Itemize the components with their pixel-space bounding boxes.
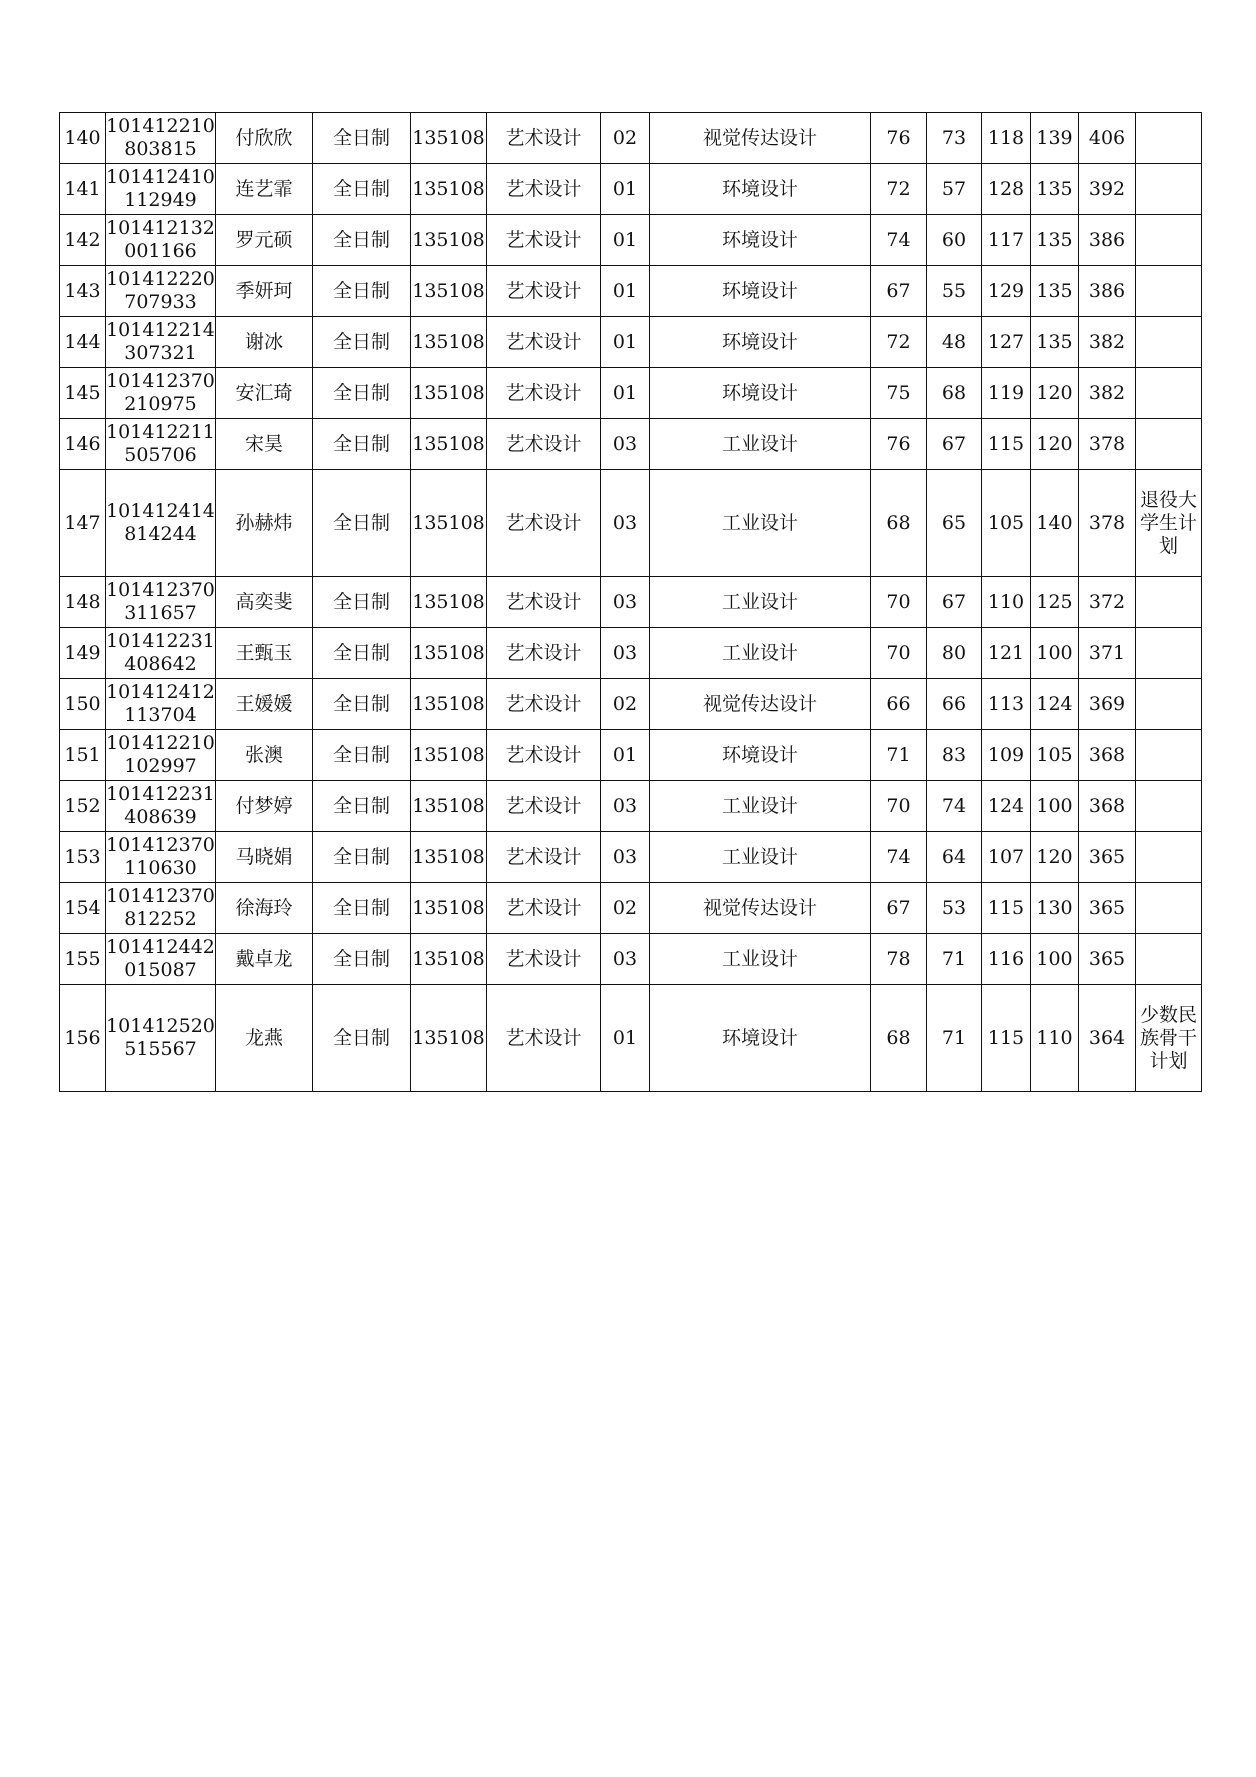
major-code-cell: 135108 [411,577,487,628]
major-name-cell: 艺术设计 [487,317,601,368]
score-4-cell: 139 [1031,113,1079,164]
remark-cell [1136,730,1202,781]
score-2-cell: 80 [927,628,982,679]
direction-code-cell: 03 [601,934,650,985]
candidate-name-cell: 王媛媛 [216,679,313,730]
study-mode-cell: 全日制 [313,985,411,1092]
score-3-cell: 127 [982,317,1031,368]
study-mode-cell: 全日制 [313,317,411,368]
candidate-name-cell: 龙燕 [216,985,313,1092]
total-score-cell: 386 [1079,215,1136,266]
direction-name-cell: 环境设计 [650,368,871,419]
score-2-cell: 57 [927,164,982,215]
candidate-name-cell: 高奕斐 [216,577,313,628]
total-score-cell: 382 [1079,368,1136,419]
score-4-cell: 100 [1031,628,1079,679]
table-row [60,628,1202,679]
score-4-cell: 120 [1031,368,1079,419]
direction-name-cell: 环境设计 [650,730,871,781]
candidate-id-cell: 101412414814244 [106,470,216,577]
score-1-cell: 75 [871,368,927,419]
major-code-cell: 135108 [411,266,487,317]
study-mode-cell: 全日制 [313,679,411,730]
table-row [60,577,1202,628]
candidate-name-cell: 张澳 [216,730,313,781]
remark-cell [1136,832,1202,883]
major-code-cell: 135108 [411,164,487,215]
major-code-cell: 135108 [411,883,487,934]
table-row [60,368,1202,419]
candidate-name-cell: 安汇琦 [216,368,313,419]
total-score-cell: 368 [1079,781,1136,832]
score-1-cell: 67 [871,883,927,934]
remark-cell [1136,215,1202,266]
direction-code-cell: 03 [601,577,650,628]
remark-cell [1136,266,1202,317]
study-mode-cell: 全日制 [313,934,411,985]
total-score-cell: 378 [1079,470,1136,577]
direction-code-cell: 01 [601,730,650,781]
total-score-cell: 372 [1079,577,1136,628]
score-4-cell: 125 [1031,577,1079,628]
major-name-cell: 艺术设计 [487,883,601,934]
row-number-cell: 150 [60,679,106,730]
remark-cell [1136,883,1202,934]
score-1-cell: 68 [871,470,927,577]
total-score-cell: 406 [1079,113,1136,164]
candidate-id-cell: 101412231408639 [106,781,216,832]
row-number-cell: 149 [60,628,106,679]
major-name-cell: 艺术设计 [487,934,601,985]
row-number-cell: 145 [60,368,106,419]
score-3-cell: 124 [982,781,1031,832]
score-1-cell: 76 [871,113,927,164]
table-row [60,832,1202,883]
candidate-name-cell: 徐海玲 [216,883,313,934]
major-name-cell: 艺术设计 [487,164,601,215]
row-number-cell: 147 [60,470,106,577]
direction-code-cell: 02 [601,679,650,730]
major-code-cell: 135108 [411,113,487,164]
row-number-cell: 143 [60,266,106,317]
score-1-cell: 68 [871,985,927,1092]
row-number-cell: 155 [60,934,106,985]
study-mode-cell: 全日制 [313,628,411,679]
candidate-name-cell: 付梦婷 [216,781,313,832]
direction-name-cell: 工业设计 [650,577,871,628]
table-row [60,679,1202,730]
score-3-cell: 121 [982,628,1031,679]
total-score-cell: 364 [1079,985,1136,1092]
direction-name-cell: 视觉传达设计 [650,883,871,934]
table-row [60,730,1202,781]
direction-code-cell: 01 [601,266,650,317]
score-4-cell: 100 [1031,934,1079,985]
row-number-cell: 156 [60,985,106,1092]
major-code-cell: 135108 [411,781,487,832]
candidate-name-cell: 连艺霏 [216,164,313,215]
major-code-cell: 135108 [411,215,487,266]
candidate-id-cell: 101412520515567 [106,985,216,1092]
table-row [60,883,1202,934]
table-body [60,113,1202,1092]
study-mode-cell: 全日制 [313,883,411,934]
candidate-id-cell: 101412370210975 [106,368,216,419]
study-mode-cell: 全日制 [313,832,411,883]
candidate-id-cell: 101412132001166 [106,215,216,266]
study-mode-cell: 全日制 [313,266,411,317]
score-2-cell: 71 [927,934,982,985]
remark-cell [1136,781,1202,832]
direction-name-cell: 环境设计 [650,215,871,266]
study-mode-cell: 全日制 [313,113,411,164]
remark-cell [1136,419,1202,470]
total-score-cell: 371 [1079,628,1136,679]
row-number-cell: 151 [60,730,106,781]
major-name-cell: 艺术设计 [487,985,601,1092]
major-code-cell: 135108 [411,419,487,470]
score-2-cell: 83 [927,730,982,781]
major-code-cell: 135108 [411,934,487,985]
score-2-cell: 68 [927,368,982,419]
candidate-id-cell: 101412220707933 [106,266,216,317]
score-3-cell: 109 [982,730,1031,781]
major-code-cell: 135108 [411,730,487,781]
major-name-cell: 艺术设计 [487,215,601,266]
study-mode-cell: 全日制 [313,470,411,577]
score-3-cell: 119 [982,368,1031,419]
direction-code-cell: 03 [601,470,650,577]
direction-code-cell: 02 [601,883,650,934]
candidate-name-cell: 孙赫炜 [216,470,313,577]
candidate-id-cell: 101412210102997 [106,730,216,781]
table-row [60,781,1202,832]
score-4-cell: 135 [1031,317,1079,368]
candidate-name-cell: 季妍珂 [216,266,313,317]
direction-code-cell: 01 [601,985,650,1092]
major-name-cell: 艺术设计 [487,730,601,781]
remark-cell: 少数民族骨干计划 [1136,985,1202,1092]
total-score-cell: 392 [1079,164,1136,215]
document-page [59,112,1202,1092]
score-2-cell: 60 [927,215,982,266]
score-1-cell: 72 [871,317,927,368]
score-1-cell: 72 [871,164,927,215]
score-1-cell: 67 [871,266,927,317]
candidate-name-cell: 戴卓龙 [216,934,313,985]
total-score-cell: 365 [1079,832,1136,883]
study-mode-cell: 全日制 [313,164,411,215]
row-number-cell: 154 [60,883,106,934]
score-3-cell: 116 [982,934,1031,985]
score-3-cell: 105 [982,470,1031,577]
total-score-cell: 382 [1079,317,1136,368]
score-1-cell: 70 [871,781,927,832]
remark-cell [1136,577,1202,628]
direction-code-cell: 03 [601,628,650,679]
row-number-cell: 146 [60,419,106,470]
direction-name-cell: 视觉传达设计 [650,679,871,730]
total-score-cell: 378 [1079,419,1136,470]
direction-name-cell: 工业设计 [650,628,871,679]
row-number-cell: 141 [60,164,106,215]
candidate-id-cell: 101412370110630 [106,832,216,883]
direction-name-cell: 环境设计 [650,317,871,368]
total-score-cell: 386 [1079,266,1136,317]
direction-code-cell: 03 [601,832,650,883]
remark-cell: 退役大学生计划 [1136,470,1202,577]
study-mode-cell: 全日制 [313,730,411,781]
table-row [60,934,1202,985]
score-2-cell: 67 [927,419,982,470]
row-number-cell: 148 [60,577,106,628]
score-4-cell: 135 [1031,215,1079,266]
direction-name-cell: 环境设计 [650,266,871,317]
table-row [60,985,1202,1092]
table-row [60,470,1202,577]
major-code-cell: 135108 [411,985,487,1092]
score-1-cell: 70 [871,628,927,679]
score-4-cell: 135 [1031,266,1079,317]
score-1-cell: 71 [871,730,927,781]
major-name-cell: 艺术设计 [487,781,601,832]
score-2-cell: 67 [927,577,982,628]
score-3-cell: 110 [982,577,1031,628]
major-name-cell: 艺术设计 [487,419,601,470]
direction-code-cell: 01 [601,164,650,215]
candidate-id-cell: 101412412113704 [106,679,216,730]
candidate-id-cell: 101412442015087 [106,934,216,985]
remark-cell [1136,934,1202,985]
score-4-cell: 110 [1031,985,1079,1092]
candidate-id-cell: 101412210803815 [106,113,216,164]
score-2-cell: 74 [927,781,982,832]
direction-name-cell: 工业设计 [650,470,871,577]
candidate-id-cell: 101412231408642 [106,628,216,679]
direction-name-cell: 工业设计 [650,781,871,832]
candidate-id-cell: 101412410112949 [106,164,216,215]
score-3-cell: 115 [982,883,1031,934]
study-mode-cell: 全日制 [313,215,411,266]
major-code-cell: 135108 [411,628,487,679]
score-2-cell: 71 [927,985,982,1092]
major-name-cell: 艺术设计 [487,679,601,730]
score-3-cell: 117 [982,215,1031,266]
score-2-cell: 53 [927,883,982,934]
direction-name-cell: 工业设计 [650,934,871,985]
direction-name-cell: 工业设计 [650,419,871,470]
study-mode-cell: 全日制 [313,577,411,628]
table-row [60,164,1202,215]
direction-code-cell: 01 [601,215,650,266]
candidate-name-cell: 付欣欣 [216,113,313,164]
score-3-cell: 118 [982,113,1031,164]
score-1-cell: 74 [871,215,927,266]
table-row [60,317,1202,368]
direction-code-cell: 01 [601,317,650,368]
candidate-id-cell: 101412370812252 [106,883,216,934]
candidate-id-cell: 101412214307321 [106,317,216,368]
score-3-cell: 128 [982,164,1031,215]
study-mode-cell: 全日制 [313,368,411,419]
candidate-name-cell: 王甄玉 [216,628,313,679]
score-1-cell: 76 [871,419,927,470]
score-2-cell: 66 [927,679,982,730]
row-number-cell: 152 [60,781,106,832]
score-4-cell: 105 [1031,730,1079,781]
score-2-cell: 64 [927,832,982,883]
major-name-cell: 艺术设计 [487,832,601,883]
row-number-cell: 153 [60,832,106,883]
major-name-cell: 艺术设计 [487,470,601,577]
score-4-cell: 130 [1031,883,1079,934]
score-2-cell: 65 [927,470,982,577]
remark-cell [1136,164,1202,215]
direction-name-cell: 环境设计 [650,985,871,1092]
direction-name-cell: 环境设计 [650,164,871,215]
major-code-cell: 135108 [411,679,487,730]
direction-code-cell: 03 [601,781,650,832]
direction-code-cell: 01 [601,368,650,419]
candidate-name-cell: 马晓娟 [216,832,313,883]
major-name-cell: 艺术设计 [487,113,601,164]
candidate-name-cell: 罗元硕 [216,215,313,266]
study-mode-cell: 全日制 [313,781,411,832]
score-3-cell: 115 [982,419,1031,470]
score-4-cell: 120 [1031,832,1079,883]
table-row [60,215,1202,266]
major-code-cell: 135108 [411,368,487,419]
candidate-name-cell: 谢冰 [216,317,313,368]
score-3-cell: 115 [982,985,1031,1092]
score-1-cell: 74 [871,832,927,883]
row-number-cell: 140 [60,113,106,164]
total-score-cell: 365 [1079,934,1136,985]
total-score-cell: 369 [1079,679,1136,730]
remark-cell [1136,368,1202,419]
table-row [60,266,1202,317]
table-row [60,419,1202,470]
candidate-name-cell: 宋昊 [216,419,313,470]
major-name-cell: 艺术设计 [487,368,601,419]
direction-code-cell: 02 [601,113,650,164]
remark-cell [1136,317,1202,368]
row-number-cell: 142 [60,215,106,266]
score-2-cell: 55 [927,266,982,317]
score-3-cell: 113 [982,679,1031,730]
major-code-cell: 135108 [411,317,487,368]
remark-cell [1136,628,1202,679]
score-4-cell: 135 [1031,164,1079,215]
score-4-cell: 100 [1031,781,1079,832]
table-row [60,113,1202,164]
admission-score-table [59,112,1202,1092]
score-4-cell: 120 [1031,419,1079,470]
score-3-cell: 129 [982,266,1031,317]
major-code-cell: 135108 [411,832,487,883]
total-score-cell: 368 [1079,730,1136,781]
major-name-cell: 艺术设计 [487,628,601,679]
direction-name-cell: 工业设计 [650,832,871,883]
remark-cell [1136,679,1202,730]
score-1-cell: 78 [871,934,927,985]
direction-code-cell: 03 [601,419,650,470]
direction-name-cell: 视觉传达设计 [650,113,871,164]
candidate-id-cell: 101412370311657 [106,577,216,628]
remark-cell [1136,113,1202,164]
study-mode-cell: 全日制 [313,419,411,470]
major-name-cell: 艺术设计 [487,577,601,628]
score-4-cell: 124 [1031,679,1079,730]
score-1-cell: 66 [871,679,927,730]
row-number-cell: 144 [60,317,106,368]
score-3-cell: 107 [982,832,1031,883]
major-name-cell: 艺术设计 [487,266,601,317]
candidate-id-cell: 101412211505706 [106,419,216,470]
score-2-cell: 73 [927,113,982,164]
total-score-cell: 365 [1079,883,1136,934]
score-4-cell: 140 [1031,470,1079,577]
major-code-cell: 135108 [411,470,487,577]
score-1-cell: 70 [871,577,927,628]
score-2-cell: 48 [927,317,982,368]
